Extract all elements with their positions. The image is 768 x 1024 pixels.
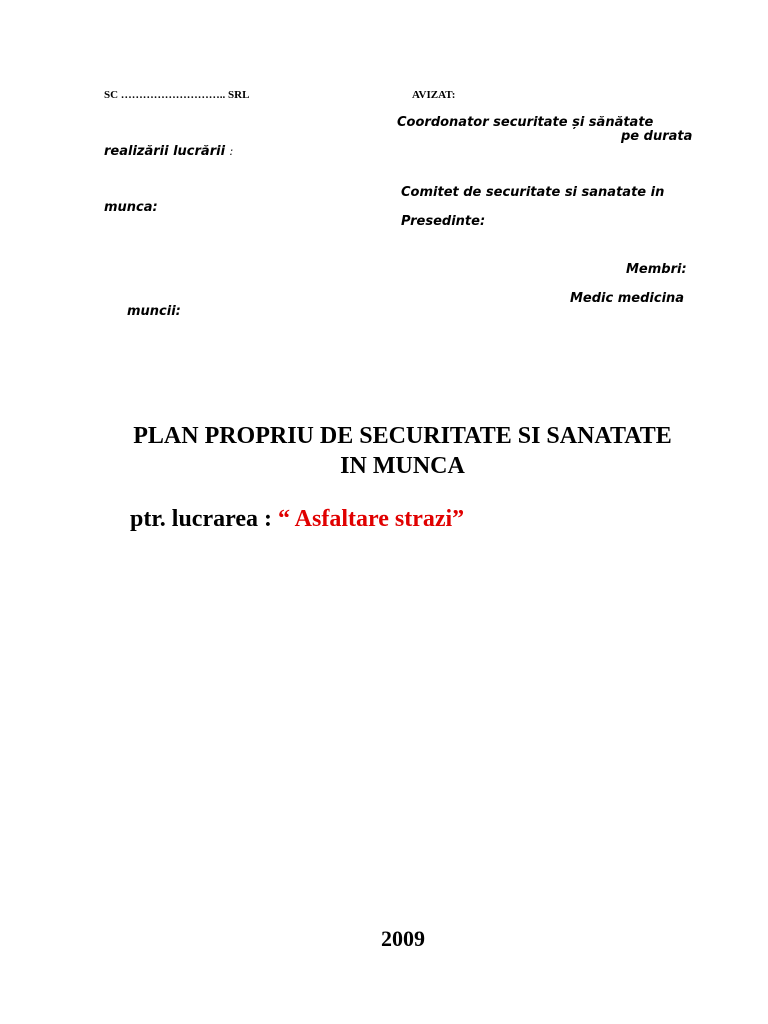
coordinator-line-3-colon: : <box>229 145 234 158</box>
doctor-line-2: muncii: <box>127 304 181 319</box>
coordinator-line-1: Coordonator securitate și sănătate <box>397 115 654 130</box>
coordinator-line-2: pe durata <box>621 129 693 144</box>
plan-title-line-1: PLAN PROPRIU DE SECURITATE SI SANATATE <box>133 423 672 449</box>
members-label: Membri: <box>626 262 687 277</box>
work-line <box>130 506 464 533</box>
coordinator-line-3 <box>104 144 233 159</box>
president-label: Presedinte: <box>401 214 486 229</box>
avizat-label: AVIZAT: <box>412 89 456 101</box>
committee-line-2: munca: <box>104 200 158 215</box>
document-year: 2009 <box>381 926 425 951</box>
company-name: SC ……………………….. SRL <box>104 89 250 101</box>
plan-title-line-2: IN MUNCA <box>340 453 465 479</box>
work-label: ptr. lucrarea : <box>130 506 278 532</box>
work-name: “ Asfaltare strazi” <box>277 506 465 532</box>
coordinator-line-3-text: realizării lucrării <box>104 144 226 159</box>
doctor-line-1: Medic medicina <box>570 291 685 306</box>
committee-line-1: Comitet de securitate si sanatate in <box>401 185 665 200</box>
